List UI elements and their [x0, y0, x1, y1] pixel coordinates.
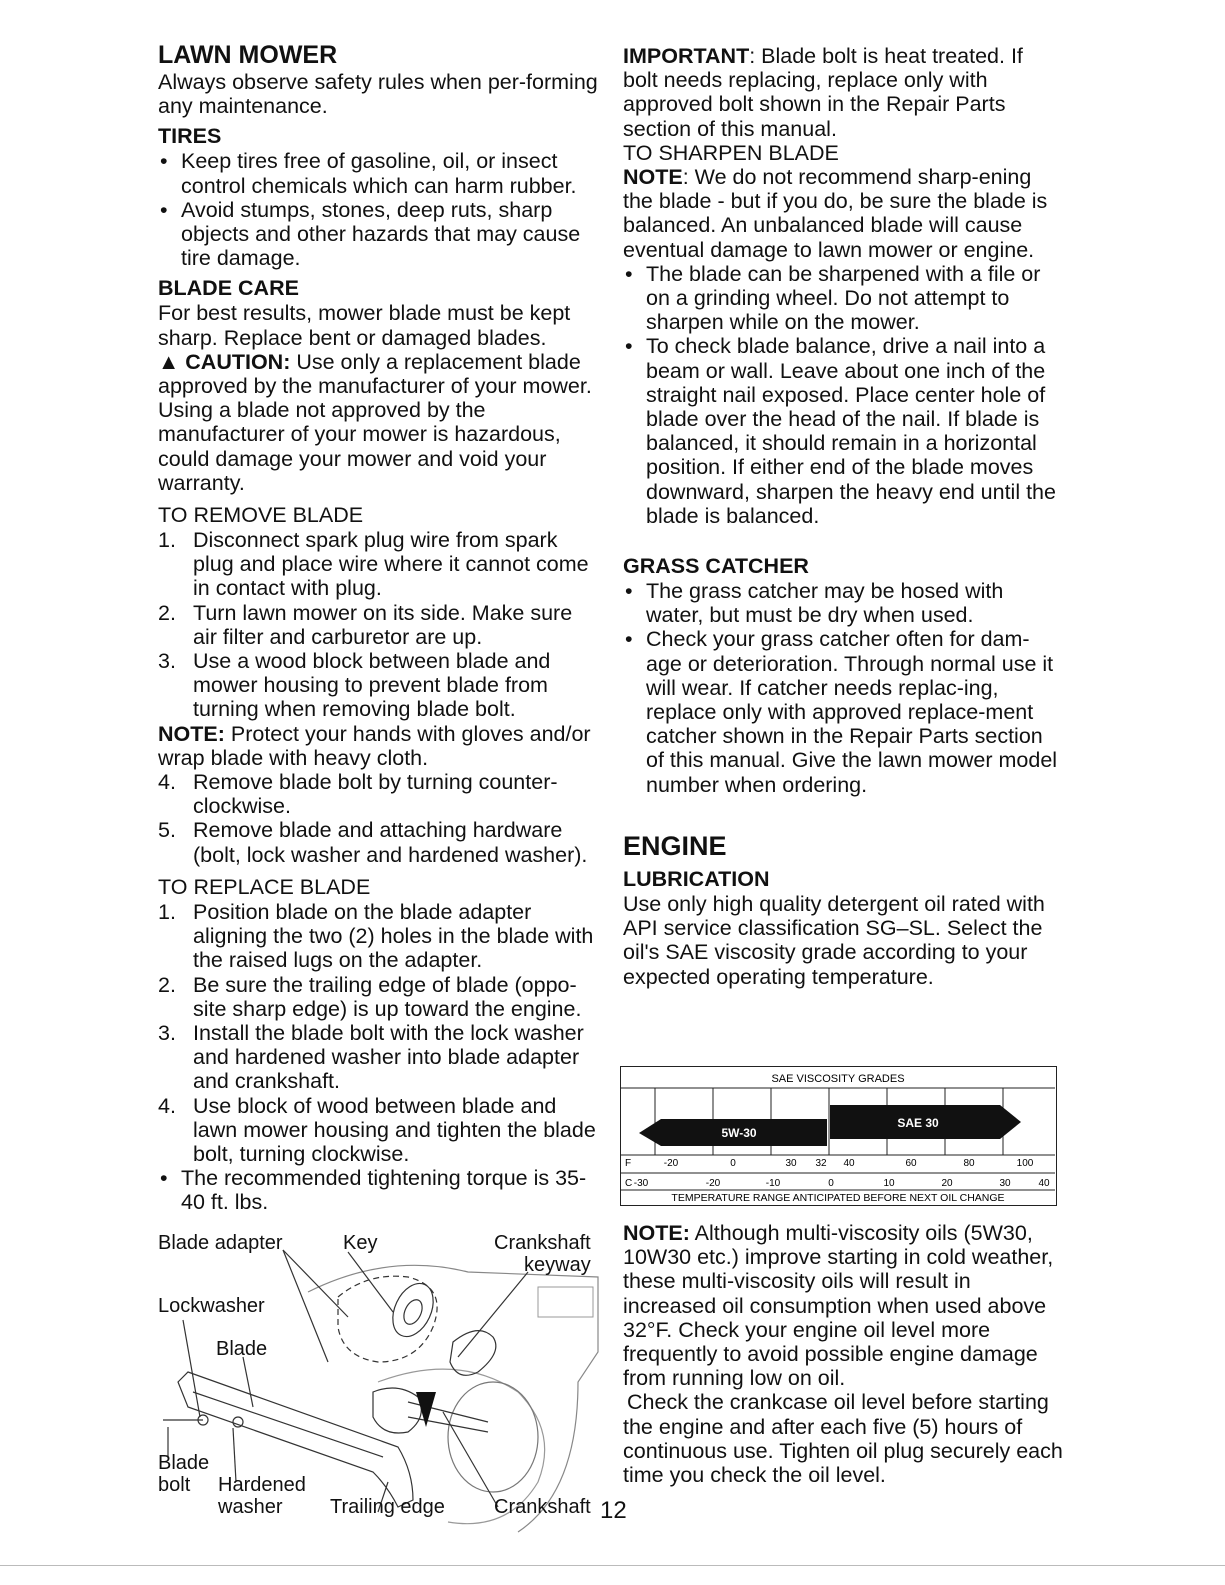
- fahrenheit-tick-label: 60: [905, 1158, 917, 1169]
- lubrication-text: Use only high quality detergent oil rated with API service classification SG–SL. Select the oil's SAE viscosity grade according to your expected operating temperature.: [623, 891, 1045, 989]
- grass-catcher-heading: GRASS CATCHER: [623, 554, 809, 579]
- celsius-tick-label: -10: [765, 1178, 781, 1189]
- list-item: • The blade can be sharpened with a file or on a grinding wheel. Do not attempt to sharpen while on the mower.: [625, 261, 1041, 335]
- celsius-tick-label: -30: [633, 1178, 649, 1189]
- list-item: 1. Position blade on the blade adapter aligning the two (2) holes in the blade with the raised lugs on the adapter.: [158, 899, 594, 973]
- list-item: • The recommended tightening torque is 35-40 ft. lbs.: [160, 1166, 587, 1215]
- engine-heading: ENGINE: [623, 830, 727, 861]
- fahrenheit-tick-label: 40: [843, 1158, 855, 1169]
- celsius-tick-label: 20: [941, 1178, 953, 1189]
- replace-steps: [158, 900, 598, 1166]
- list-item: • To check blade balance, drive a nail into a beam or wall. Leave about one inch of the straight nail exposed. Place center hole of blade over the head of the nail. If blade is balanced, it should remain in a horizontal position. If either end of the blade moves downward, sharpen the heavy end until the blade is balanced.: [625, 334, 1056, 528]
- list-item: 3. Install the blade bolt with the lock washer and hardened washer into blade adapter and crankshaft.: [158, 1020, 584, 1094]
- list-item: 5. Remove blade and attaching hardware (bolt, lock washer and hardened washer).: [158, 818, 588, 867]
- page-divider: [0, 1565, 1225, 1566]
- fahrenheit-tick-label: 32: [815, 1158, 827, 1169]
- bullet-icon: •: [625, 334, 633, 359]
- crankshaft-label: Crankshaft: [494, 1496, 591, 1518]
- list-item: 3. Use a wood block between blade and mower housing to prevent blade from turning when removing blade bolt.: [158, 649, 551, 722]
- bullet-icon: •: [625, 261, 633, 286]
- viscosity-title: SAE VISCOSITY GRADES: [771, 1073, 905, 1085]
- list-item: 4. Remove blade bolt by turning counter-clockwise.: [158, 770, 558, 819]
- remove-blade-heading: TO REMOVE BLADE: [158, 503, 364, 528]
- remove-note: NOTE: Protect your hands with gloves and/or wrap blade with heavy cloth.: [158, 721, 591, 770]
- list-item: • The grass catcher may be hosed with water, but must be dry when used.: [625, 579, 1004, 628]
- bullet-icon: •: [160, 1166, 168, 1191]
- lubrication-heading: LUBRICATION: [623, 866, 770, 891]
- right-column: [623, 40, 1063, 989]
- celsius-tick-label: -20: [705, 1178, 721, 1189]
- warning-icon: ▲: [158, 349, 180, 374]
- remove-steps-2: [158, 770, 598, 867]
- tires-heading: TIRES: [158, 124, 222, 149]
- celsius-tick-label: 40: [1038, 1178, 1050, 1189]
- oil-note-section: [623, 1221, 1063, 1487]
- fahrenheit-label: F: [625, 1158, 632, 1169]
- key-label: Key: [343, 1232, 378, 1254]
- celsius-label: C: [625, 1178, 633, 1189]
- bullet-icon: •: [160, 197, 168, 222]
- blade-assembly-diagram: [158, 1232, 608, 1550]
- blade-label: Blade: [216, 1338, 268, 1360]
- important-text: : Blade bolt is heat treated. If bolt needs replacing, replace only with approved bolt shown in the Repair Parts section of this manual.: [623, 44, 1023, 141]
- list-item: • Check your grass catcher often for dam-age or deterioration. Through normal use it will wear. If catcher needs replac-ing, replace only with approved replace-ment catcher shown in the Repair Parts section of this manual. Give the lawn mower model number when ordering.: [625, 627, 1058, 797]
- grass-catcher-list: [623, 579, 1063, 797]
- list-item: 2. Be sure the trailing edge of blade (oppo-site sharp edge) is up toward the engine.: [158, 972, 582, 1021]
- list-item: • Avoid stumps, stones, deep ruts, sharp objects and other hazards that may cause tire damage.: [160, 197, 581, 271]
- remove-steps: [158, 528, 598, 722]
- blade-bolt-label-2: bolt: [158, 1474, 191, 1496]
- lawn-mower-intro: Always observe safety rules when per-forming any maintenance.: [158, 70, 598, 119]
- list-item: 2. Turn lawn mower on its side. Make sure air filter and carburetor are up.: [158, 600, 573, 649]
- bullet-icon: •: [625, 627, 633, 652]
- page-number: 12: [600, 1497, 627, 1524]
- important-paragraph: [623, 44, 1063, 141]
- crankshaft-keyway-label-2: keyway: [524, 1254, 591, 1276]
- important-label: IMPORTANT: [623, 44, 750, 68]
- list-item: 1. Disconnect spark plug wire from spark plug and place wire where it cannot come in contact with plug.: [158, 528, 589, 601]
- torque-list: [158, 1166, 598, 1214]
- lawn-mower-heading: LAWN MOWER: [158, 41, 338, 69]
- caution-paragraph: [158, 350, 598, 495]
- bullet-icon: •: [625, 579, 633, 604]
- fahrenheit-tick-label: 80: [963, 1158, 975, 1169]
- list-item: • Keep tires free of gasoline, oil, or insect control chemicals which can harm rubber.: [160, 149, 577, 198]
- oil-note: NOTE: Although multi-viscosity oils (5W30, 10W30 etc.) improve starting in cold weather, these multi-viscosity oils will result in increased oil consumption when used above 32°F. Check your engine oil level more frequently to avoid possible engine damage from running low on oil.: [623, 1221, 1054, 1391]
- viscosity-footer: TEMPERATURE RANGE ANTICIPATED BEFORE NEXT OIL CHANGE: [671, 1192, 1005, 1204]
- celsius-tick-label: 30: [999, 1178, 1011, 1189]
- list-item: 4. Use block of wood between blade and lawn mower housing and tighten the blade bolt, turning clockwise.: [158, 1093, 596, 1166]
- sharpen-note: NOTE: We do not recommend sharp-ening the blade - but if you do, be sure the blade is balanced. An unbalanced blade will cause eventual damage to lawn mower or engine.: [623, 165, 1048, 262]
- left-column: [158, 40, 598, 1215]
- trailing-edge-label: Trailing edge: [330, 1496, 445, 1518]
- lockwasher-label: Lockwasher: [158, 1295, 265, 1317]
- viscosity-chart-svg: [621, 1067, 1055, 1204]
- fahrenheit-tick-label: 30: [785, 1158, 797, 1169]
- fahrenheit-tick-label: -20: [663, 1158, 679, 1169]
- crankshaft-keyway-label-1: Crankshaft: [494, 1232, 591, 1254]
- fahrenheit-tick-label: 100: [1016, 1158, 1034, 1169]
- bullet-icon: •: [160, 149, 168, 174]
- sae30-label: SAE 30: [897, 1116, 939, 1130]
- blade-bolt-label-1: Blade: [158, 1452, 210, 1474]
- celsius-tick-label: 10: [883, 1178, 895, 1189]
- caution-label: CAUTION:: [185, 349, 291, 374]
- tires-list: [158, 149, 598, 270]
- hardened-washer-label-1: Hardened: [218, 1474, 306, 1496]
- blade-adapter-label: Blade adapter: [158, 1232, 283, 1254]
- blade-care-text: For best results, mower blade must be kept sharp. Replace bent or damaged blades.: [158, 301, 571, 350]
- caution-text: Use only a replacement blade approved by the manufacturer of your mower. Using a blade not approved by the manufacturer of your mower is hazardous, could damage your mower and void your warranty.: [158, 349, 592, 495]
- sharpen-heading: TO SHARPEN BLADE: [623, 140, 839, 165]
- blade-care-heading: BLADE CARE: [158, 276, 299, 301]
- viscosity-chart: [620, 1066, 1057, 1206]
- fahrenheit-tick-label: 0: [730, 1158, 736, 1169]
- hardened-washer-label-2: washer: [218, 1496, 283, 1518]
- sharpen-list: [623, 262, 1063, 528]
- oil-check-text: Check the crankcase oil level before starting the engine and after each five (5) hours of continuous use. Tighten oil plug securely each time you check the oil level.: [623, 1390, 1063, 1488]
- celsius-tick-label: 0: [828, 1178, 834, 1189]
- replace-blade-heading: TO REPLACE BLADE: [158, 874, 371, 899]
- 5w30-label: 5W-30: [721, 1126, 757, 1140]
